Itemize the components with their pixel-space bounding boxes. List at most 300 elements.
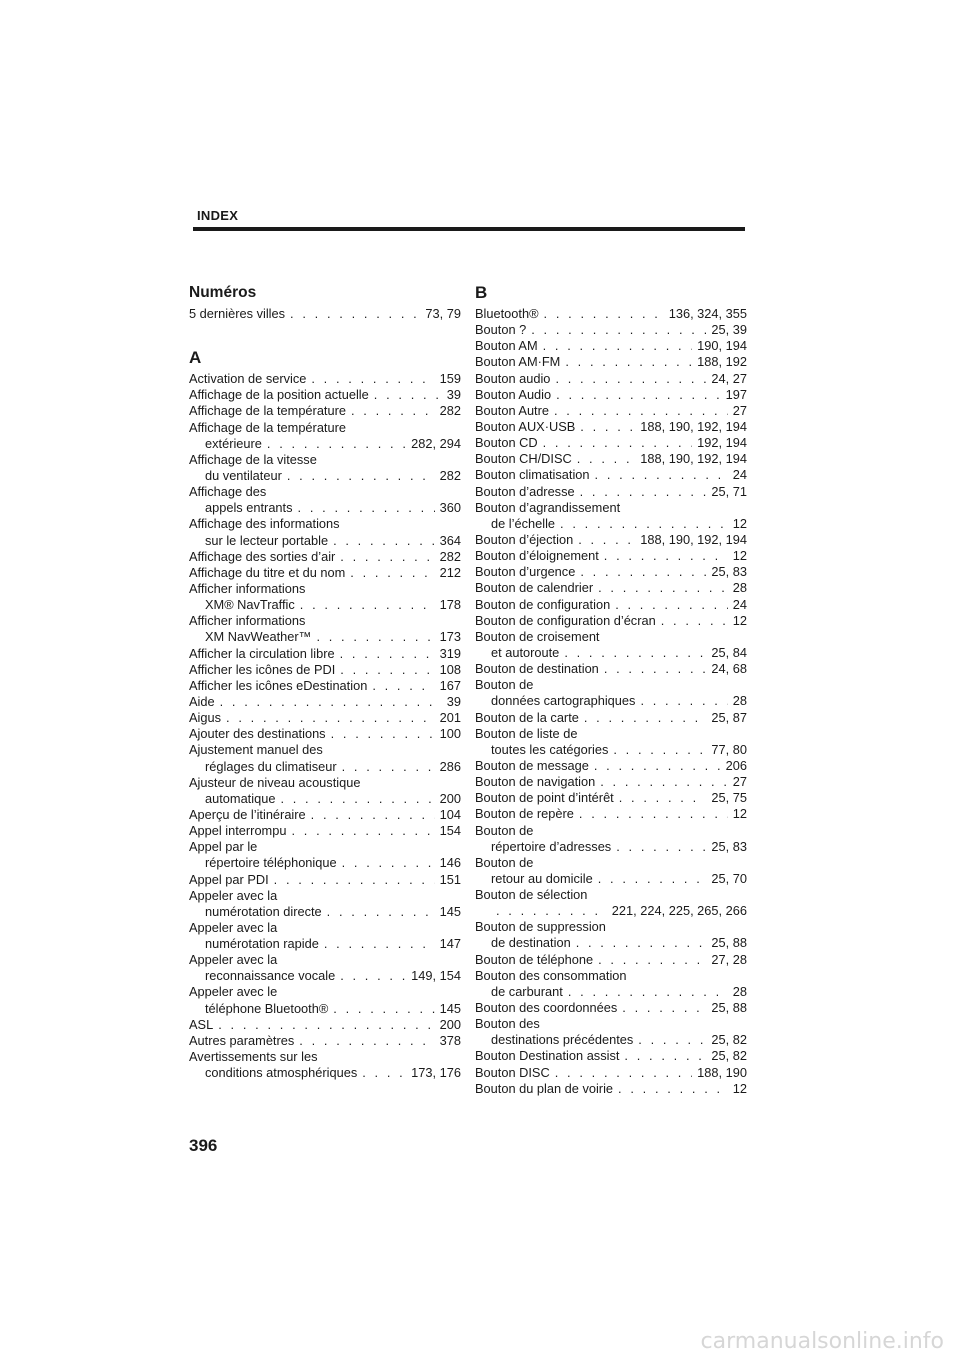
entry-line xyxy=(475,1048,747,1064)
index-entry xyxy=(189,371,461,387)
leader-dots xyxy=(638,1032,706,1048)
entry-term: Bouton de xyxy=(475,822,534,838)
entry-line xyxy=(189,565,461,581)
entry-term: Bouton climatisation xyxy=(475,467,590,483)
entry-term: Affichage des sorties d’air xyxy=(189,548,336,564)
entry-line xyxy=(475,887,747,903)
entry-page-refs: 190, 194 xyxy=(697,338,747,354)
leader-dots xyxy=(311,371,434,387)
entry-line xyxy=(189,452,461,468)
entry-line xyxy=(475,338,747,354)
leader-dots xyxy=(220,694,442,710)
leader-dots xyxy=(340,646,435,662)
index-entry xyxy=(189,516,461,548)
entry-page-refs: 27 xyxy=(732,774,747,790)
entry-line xyxy=(189,839,461,855)
section-heading: Numéros xyxy=(189,284,257,301)
entry-term: retour au domicile xyxy=(491,870,593,886)
index-entry xyxy=(475,580,747,596)
index-column-left xyxy=(189,283,461,1081)
entry-term: Bouton DISC xyxy=(475,1064,550,1080)
index-entry xyxy=(475,758,747,774)
entry-line xyxy=(189,920,461,936)
entry-term: Bouton AUX·USB xyxy=(475,418,576,434)
leader-dots xyxy=(661,613,728,629)
entry-page-refs: 104 xyxy=(439,806,461,822)
leader-dots xyxy=(618,1081,728,1097)
entry-term: Bouton de sélection xyxy=(475,887,588,903)
leader-dots xyxy=(274,872,435,888)
index-entry xyxy=(189,581,461,613)
entry-term: Bouton de point d’intérêt xyxy=(475,790,614,806)
leader-dots xyxy=(327,904,435,920)
entry-page-refs: 25, 75 xyxy=(711,790,747,806)
entry-page-refs: 282 xyxy=(439,403,461,419)
entry-term: Bouton d’agrandissement xyxy=(475,499,621,515)
entry-page-refs: 192, 194 xyxy=(697,435,747,451)
entry-line xyxy=(189,952,461,968)
entry-term: 5 dernières villes xyxy=(189,306,286,321)
entry-line xyxy=(475,580,747,596)
entry-line xyxy=(475,758,747,774)
entry-page-refs: 200 xyxy=(439,790,461,806)
leader-dots xyxy=(577,451,636,467)
entry-term: Afficher informations xyxy=(189,613,306,629)
index-entry xyxy=(189,742,461,774)
index-entry xyxy=(189,549,461,565)
entry-line xyxy=(475,500,747,516)
entry-term: Bouton ? xyxy=(475,322,527,338)
entry-term: Bouton d’éjection xyxy=(475,531,574,547)
entry-term: Ajouter des destinations xyxy=(189,726,326,742)
index-entry xyxy=(475,338,747,354)
index-entry xyxy=(475,790,747,806)
index-entry xyxy=(189,646,461,662)
entry-line xyxy=(475,451,747,467)
entry-page-refs: 154 xyxy=(439,823,461,839)
entry-line xyxy=(475,823,747,839)
leader-dots xyxy=(580,419,635,435)
entry-term: Bouton de repère xyxy=(475,806,574,822)
leader-dots xyxy=(604,548,728,564)
index-entry xyxy=(475,387,747,403)
entry-term: Appeler avec la xyxy=(189,952,278,968)
entry-page-refs: 145 xyxy=(439,1000,461,1016)
entry-continuation-line xyxy=(189,436,461,452)
entry-term: Afficher la circulation libre xyxy=(189,645,335,661)
index-entry xyxy=(475,855,747,887)
entry-continuation-line xyxy=(189,597,461,613)
entry-page-refs: 100 xyxy=(439,726,461,742)
entry-line xyxy=(475,1065,747,1081)
entry-line xyxy=(189,516,461,532)
entry-line xyxy=(189,484,461,500)
entry-line xyxy=(189,872,461,888)
section-heading: B xyxy=(475,283,488,302)
entry-term: destinations précédentes xyxy=(491,1032,634,1048)
entry-line xyxy=(475,629,747,645)
leader-dots xyxy=(580,564,706,580)
leader-dots xyxy=(342,759,435,775)
entry-term: sur le lecteur portable xyxy=(205,532,329,548)
leader-dots xyxy=(568,984,728,1000)
index-entry xyxy=(475,726,747,758)
entry-term: Activation de service xyxy=(189,371,307,387)
entry-line xyxy=(189,613,461,629)
entry-term: Bouton des xyxy=(475,1016,540,1032)
entry-page-refs: 25, 39 xyxy=(711,322,747,338)
entry-line xyxy=(189,371,461,387)
entry-page-refs: 27 xyxy=(732,402,747,418)
index-entry xyxy=(189,403,461,419)
entry-continuation-line xyxy=(475,1032,747,1048)
entry-page-refs: 200 xyxy=(439,1016,461,1032)
entry-term: Aigus xyxy=(189,710,222,726)
leader-dots xyxy=(619,790,707,806)
entry-line xyxy=(475,548,747,564)
leader-dots xyxy=(560,516,728,532)
entry-term: Bluetooth® xyxy=(475,306,539,321)
entry-page-refs: 364 xyxy=(439,532,461,548)
entry-term: Bouton de xyxy=(475,854,534,870)
leader-dots xyxy=(556,387,721,403)
index-entry xyxy=(475,806,747,822)
entry-continuation-line xyxy=(475,839,747,855)
entry-line xyxy=(475,564,747,580)
entry-page-refs: 159 xyxy=(439,371,461,387)
entry-line xyxy=(475,1000,747,1016)
leader-dots xyxy=(543,435,693,451)
entry-term: Affichage de la température xyxy=(189,419,346,435)
entry-page-refs: 27, 28 xyxy=(711,951,747,967)
entry-page-refs: 149, 154 xyxy=(411,968,461,984)
leader-dots xyxy=(564,645,706,661)
entry-term: Afficher les icônes de PDI xyxy=(189,661,336,677)
entry-page-refs: 188, 190, 192, 194 xyxy=(640,418,747,434)
index-entry xyxy=(475,484,747,500)
entry-line xyxy=(475,806,747,822)
index-entry xyxy=(475,419,747,435)
index-entry xyxy=(475,1065,747,1081)
entry-term: Bouton CD xyxy=(475,435,538,451)
entry-term: téléphone Bluetooth® xyxy=(205,1000,329,1016)
entry-page-refs: 25, 70 xyxy=(711,870,747,886)
entry-term: de carburant xyxy=(491,983,563,999)
entry-line xyxy=(475,919,747,935)
watermark: carmanualsonline.info xyxy=(700,1329,944,1354)
index-entry xyxy=(475,710,747,726)
entry-page-refs: 206 xyxy=(725,757,747,773)
index-entry xyxy=(475,952,747,968)
index-entry xyxy=(475,1081,747,1097)
index-entry xyxy=(189,952,461,984)
entry-term: Bouton audio xyxy=(475,370,551,386)
entry-term: réglages du climatiseur xyxy=(205,758,337,774)
index-entry xyxy=(189,710,461,726)
index-entry xyxy=(475,451,747,467)
entry-term: Affichage des informations xyxy=(189,516,340,532)
index-entry xyxy=(475,968,747,1000)
entry-term: Bouton de xyxy=(475,677,534,693)
entry-continuation-line xyxy=(475,935,747,951)
leader-dots xyxy=(598,952,706,968)
entry-continuation-line xyxy=(189,500,461,516)
entry-line xyxy=(475,726,747,742)
index-entry xyxy=(189,420,461,452)
entry-page-refs: 12 xyxy=(732,612,747,628)
entry-continuation-line xyxy=(475,516,747,532)
entry-page-refs: 25, 82 xyxy=(711,1048,747,1064)
entry-page-refs: 24 xyxy=(732,596,747,612)
entry-page-refs: 282, 294 xyxy=(411,435,461,451)
entry-line xyxy=(475,403,747,419)
entry-line xyxy=(475,1016,747,1032)
leader-dots xyxy=(374,387,442,403)
entry-continuation-line xyxy=(189,855,461,871)
entry-continuation-line xyxy=(475,984,747,1000)
entry-continuation-line xyxy=(189,791,461,807)
entry-page-refs: 25, 84 xyxy=(711,644,747,660)
leader-dots xyxy=(598,580,728,596)
index-entry xyxy=(475,629,747,661)
entry-continuation-line xyxy=(475,871,747,887)
entry-term: Affichage de la position actuelle xyxy=(189,387,369,403)
leader-dots xyxy=(584,710,707,726)
entry-page-refs: 151 xyxy=(439,871,461,887)
leader-dots xyxy=(290,306,420,322)
entry-page-refs: 212 xyxy=(439,564,461,580)
entry-page-refs: 197 xyxy=(725,386,747,402)
index-entry xyxy=(189,920,461,952)
entry-term: reconnaissance vocale xyxy=(205,968,336,984)
index-entry xyxy=(475,774,747,790)
entry-term: Bouton des consommation xyxy=(475,967,627,983)
index-entry xyxy=(189,678,461,694)
leader-dots xyxy=(616,839,706,855)
entry-page-refs: 12 xyxy=(732,548,747,564)
section-gap xyxy=(189,322,461,348)
entry-term: Bouton Autre xyxy=(475,402,549,418)
index-entry xyxy=(189,306,461,322)
leader-dots xyxy=(340,549,434,565)
entry-continuation-line xyxy=(189,968,461,984)
entry-term: répertoire d’adresses xyxy=(491,838,612,854)
entry-term: numérotation rapide xyxy=(205,936,319,952)
index-entry xyxy=(189,726,461,742)
entry-term: Bouton de la carte xyxy=(475,709,579,725)
index-entry xyxy=(189,387,461,403)
entry-line xyxy=(475,306,747,322)
entry-term: Affichage du titre et du nom xyxy=(189,564,346,580)
leader-dots xyxy=(578,532,635,548)
entry-continuation-line xyxy=(475,645,747,661)
entry-term: Bouton de liste de xyxy=(475,725,578,741)
leader-dots xyxy=(333,533,435,549)
entry-term: Bouton de destination xyxy=(475,661,599,677)
entry-term: Bouton Audio xyxy=(475,386,552,402)
entry-page-refs: 282 xyxy=(439,548,461,564)
leader-dots xyxy=(342,855,435,871)
leader-dots xyxy=(311,807,435,823)
entry-term: données cartographiques xyxy=(491,693,636,709)
leader-dots xyxy=(600,774,728,790)
index-entry xyxy=(475,354,747,370)
entry-line xyxy=(189,742,461,758)
entry-term: numérotation directe xyxy=(205,903,322,919)
entry-continuation-line xyxy=(475,742,747,758)
leader-dots xyxy=(594,758,721,774)
entry-term: et autoroute xyxy=(491,644,560,660)
entry-line xyxy=(475,597,747,613)
leader-dots xyxy=(598,871,707,887)
entry-term: Ajustement manuel des xyxy=(189,742,323,758)
leader-dots xyxy=(543,338,693,354)
entry-continuation-line xyxy=(189,1065,461,1081)
index-entry xyxy=(189,823,461,839)
entry-term: Bouton de calendrier xyxy=(475,580,594,596)
entry-page-refs: 188, 190 xyxy=(697,1064,747,1080)
entry-page-refs: 12 xyxy=(732,806,747,822)
entry-term: Bouton AM·FM xyxy=(475,354,561,370)
entry-line xyxy=(189,888,461,904)
entry-line xyxy=(475,968,747,984)
leader-dots xyxy=(372,678,434,694)
entry-line xyxy=(475,419,747,435)
entry-term: Appeler avec le xyxy=(189,984,278,1000)
entry-term: Affichage des xyxy=(189,484,267,500)
entry-continuation-line xyxy=(189,904,461,920)
leader-dots xyxy=(576,935,707,951)
leader-dots xyxy=(340,662,434,678)
index-entry xyxy=(475,677,747,709)
entry-line xyxy=(475,774,747,790)
index-entry xyxy=(475,403,747,419)
entry-term: XM NavWeather™ xyxy=(205,629,312,645)
index-entry xyxy=(189,775,461,807)
index-entry xyxy=(189,452,461,484)
entry-line xyxy=(189,420,461,436)
entry-line xyxy=(475,354,747,370)
entry-term: Bouton du plan de voirie xyxy=(475,1080,614,1096)
leader-dots xyxy=(555,1065,692,1081)
leader-dots xyxy=(300,597,435,613)
entry-term: XM® NavTraffic xyxy=(205,597,295,613)
leader-dots xyxy=(267,436,406,452)
index-entry xyxy=(189,484,461,516)
entry-term: Bouton de configuration d’écran xyxy=(475,612,656,628)
leader-dots xyxy=(613,742,706,758)
entry-page-refs: 24 xyxy=(732,467,747,483)
entry-term: Aperçu de l’itinéraire xyxy=(189,806,306,822)
entry-term: Avertissements sur les xyxy=(189,1049,318,1065)
entry-term: Afficher les icônes eDestination xyxy=(189,677,368,693)
entry-term: répertoire téléphonique xyxy=(205,855,337,871)
entry-page-refs: 28 xyxy=(732,693,747,709)
leader-dots xyxy=(218,1017,434,1033)
index-entry xyxy=(475,548,747,564)
entry-term: Bouton de croisement xyxy=(475,628,600,644)
entry-page-refs: 221, 224, 225, 265, 266 xyxy=(611,903,747,919)
entry-page-refs: 25, 71 xyxy=(711,483,747,499)
entry-term: extérieure xyxy=(205,435,262,451)
entry-page-refs: 201 xyxy=(439,710,461,726)
entry-term: conditions atmosphériques xyxy=(205,1065,358,1081)
index-entry xyxy=(475,435,747,451)
leader-dots xyxy=(624,1048,706,1064)
entry-line xyxy=(189,678,461,694)
entry-term: Appel interrompu xyxy=(189,823,287,839)
leader-dots xyxy=(604,661,707,677)
entry-line xyxy=(189,710,461,726)
index-entry xyxy=(189,872,461,888)
entry-page-refs: 39 xyxy=(446,693,461,709)
entry-line xyxy=(475,790,747,806)
entry-page-refs: 77, 80 xyxy=(711,741,747,757)
entry-term: Bouton de téléphone xyxy=(475,951,594,967)
entry-term: Bouton de message xyxy=(475,757,589,773)
index-entry xyxy=(475,613,747,629)
leader-dots xyxy=(595,467,728,483)
entry-page-refs: 147 xyxy=(439,936,461,952)
entry-term: de destination xyxy=(491,935,571,951)
entry-term: Ajusteur de niveau acoustique xyxy=(189,774,361,790)
entry-page-refs: 73, 79 xyxy=(425,306,461,321)
entry-page-refs: 12 xyxy=(732,515,747,531)
leader-dots xyxy=(299,1033,434,1049)
leader-dots xyxy=(287,468,435,484)
entry-term: Aide xyxy=(189,693,215,709)
entry-term: Appeler avec la xyxy=(189,919,278,935)
entry-term: Bouton AM xyxy=(475,338,538,354)
entry-term: automatique xyxy=(205,790,276,806)
index-entry xyxy=(189,694,461,710)
leader-dots xyxy=(544,306,664,322)
index-entry xyxy=(475,1048,747,1064)
entry-term: Bouton de configuration xyxy=(475,596,611,612)
leader-dots xyxy=(615,597,728,613)
leader-dots xyxy=(579,806,728,822)
entry-line xyxy=(189,823,461,839)
index-entry xyxy=(475,919,747,951)
entry-line xyxy=(189,581,461,597)
leader-dots xyxy=(640,693,727,709)
leader-dots xyxy=(331,726,435,742)
entry-term: Bouton CH/DISC xyxy=(475,451,572,467)
leader-dots xyxy=(351,403,435,419)
entry-page-refs: 188, 192 xyxy=(697,354,747,370)
leader-dots xyxy=(226,710,435,726)
leader-dots xyxy=(622,1000,706,1016)
leader-dots xyxy=(340,968,406,984)
page-number: 396 xyxy=(189,1136,218,1155)
entry-term: Bouton de suppression xyxy=(475,919,606,935)
entry-line xyxy=(475,1081,747,1097)
entry-page-refs: 108 xyxy=(439,661,461,677)
index-entry xyxy=(475,322,747,338)
entry-page-refs: 136, 324, 355 xyxy=(668,306,747,321)
entry-page-refs: 24, 68 xyxy=(711,661,747,677)
entry-page-refs: 24, 27 xyxy=(711,370,747,386)
leader-dots xyxy=(350,565,434,581)
index-entry xyxy=(475,1016,747,1048)
entry-line xyxy=(189,549,461,565)
entry-term: appels entrants xyxy=(205,500,293,516)
entry-line xyxy=(475,435,747,451)
entry-continuation-line xyxy=(475,903,747,919)
entry-page-refs: 146 xyxy=(439,855,461,871)
entry-line xyxy=(189,726,461,742)
entry-page-refs: 282 xyxy=(439,467,461,483)
